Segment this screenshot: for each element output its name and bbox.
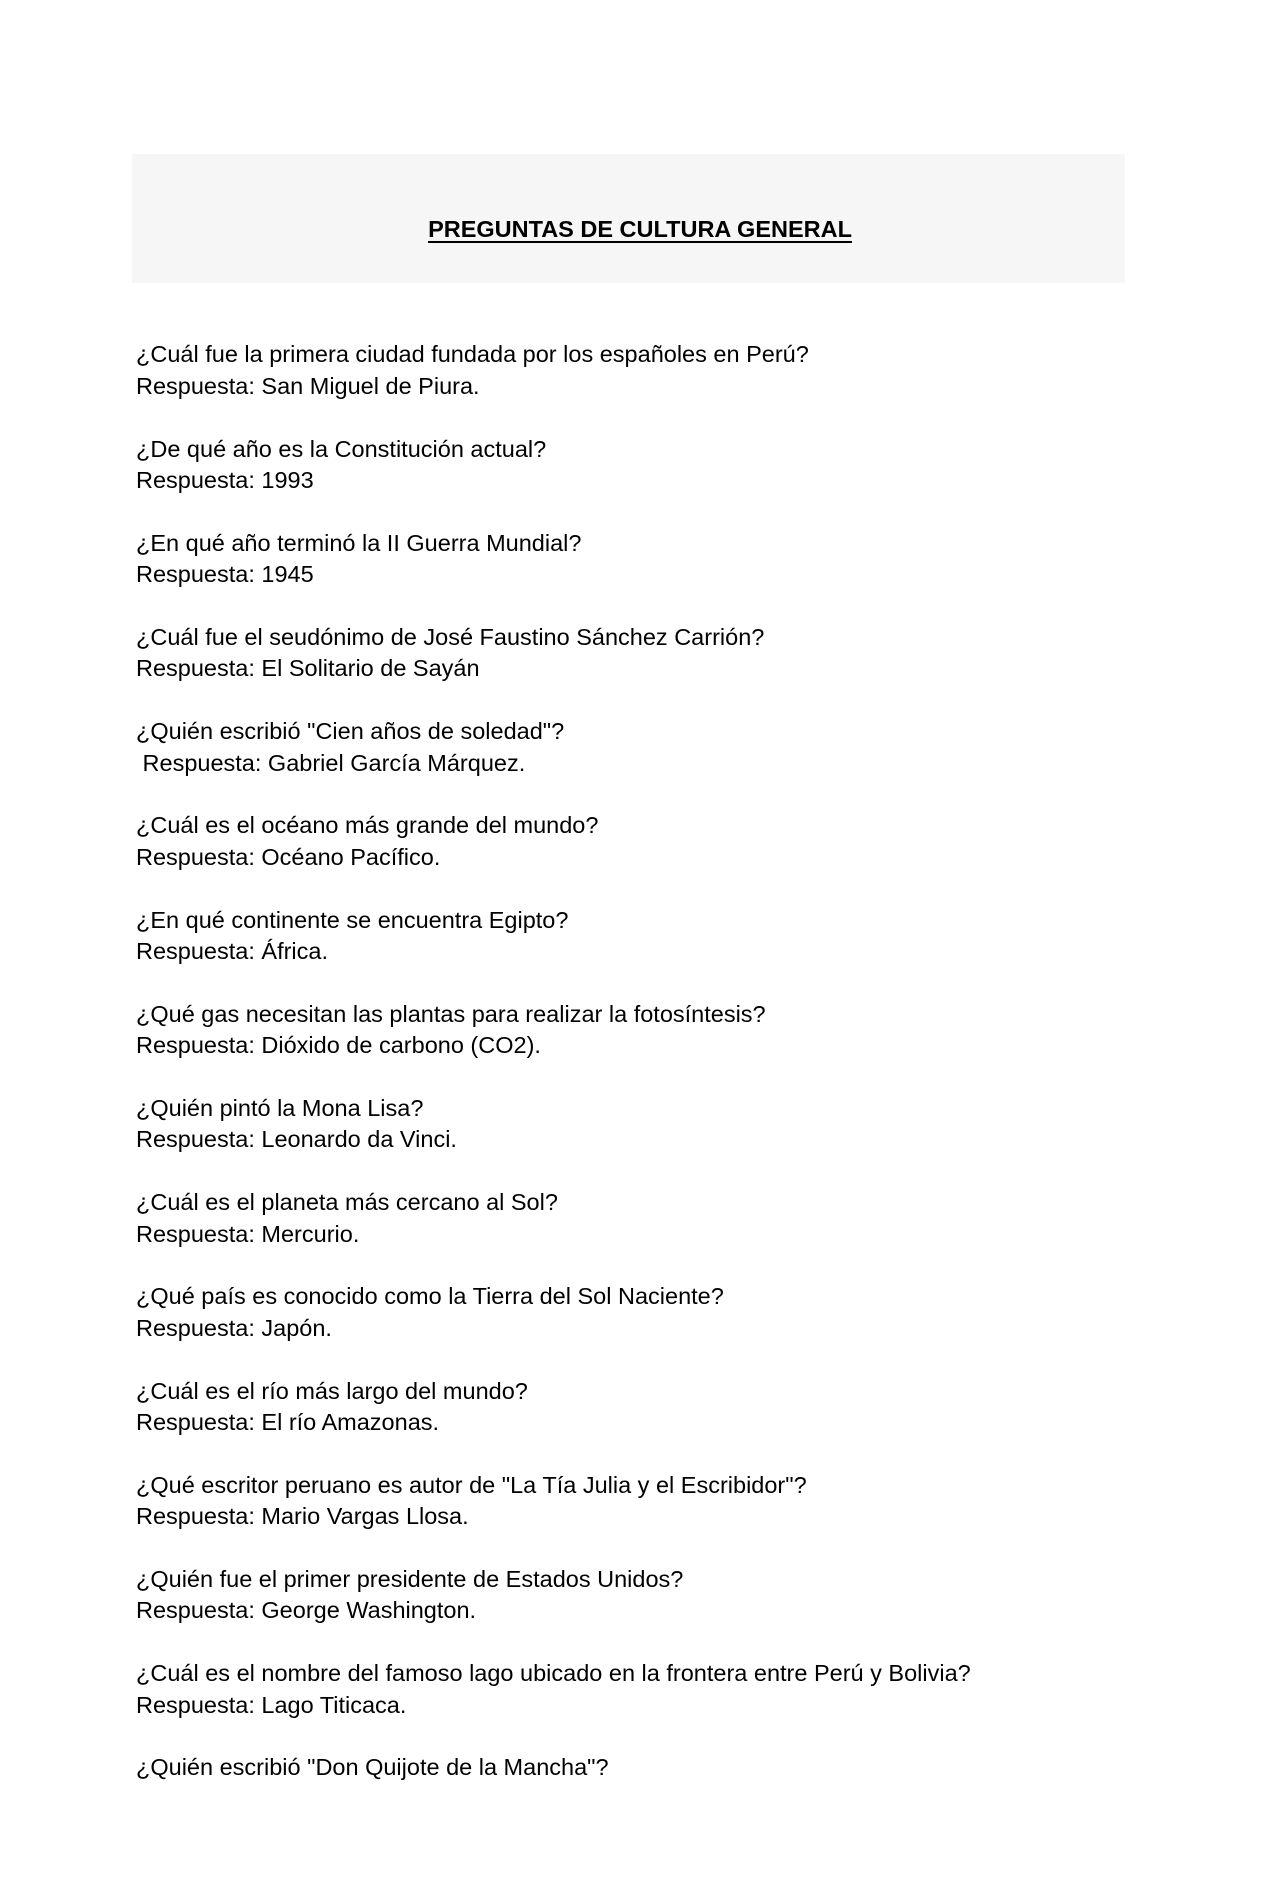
answer-line: Respuesta: Gabriel García Márquez. bbox=[136, 749, 526, 776]
page-title: PREGUNTAS DE CULTURA GENERAL bbox=[428, 215, 852, 242]
question-line: ¿Cuál es el río más largo del mundo? bbox=[136, 1377, 528, 1404]
question-line: ¿Quién escribió "Cien años de soledad"? bbox=[136, 718, 565, 745]
question-line: ¿En qué continente se encuentra Egipto? bbox=[136, 906, 569, 933]
question-line: ¿Cuál es el planeta más cercano al Sol? bbox=[136, 1189, 558, 1216]
qa-pair bbox=[136, 528, 1144, 591]
question-line: ¿En qué año terminó la II Guerra Mundial? bbox=[136, 529, 582, 556]
qa-pair bbox=[136, 999, 1144, 1062]
qa-pair bbox=[136, 622, 1144, 685]
question-line: ¿Qué país es conocido como la Tierra del Sol Naciente? bbox=[136, 1283, 724, 1310]
qa-pair bbox=[136, 810, 1144, 873]
answer-line: Respuesta: 1993 bbox=[136, 467, 314, 494]
qa-pair bbox=[136, 1376, 1144, 1439]
answer-line: Respuesta: Dióxido de carbono (CO2). bbox=[136, 1032, 541, 1059]
document-content bbox=[136, 151, 1144, 1878]
answer-line: Respuesta: Lago Titicaca. bbox=[136, 1691, 407, 1718]
qa-pair bbox=[136, 1093, 1144, 1156]
question-line: ¿Quién pintó la Mona Lisa? bbox=[136, 1095, 424, 1122]
qa-pair bbox=[136, 905, 1144, 968]
qa-pair bbox=[136, 1187, 1144, 1250]
answer-line: Respuesta: África. bbox=[136, 938, 329, 965]
answer-line: Respuesta: Leonardo da Vinci. bbox=[136, 1126, 457, 1153]
qa-list bbox=[136, 339, 1144, 1783]
question-line: ¿Qué escritor peruano es autor de "La Tía Julia y el Escribidor"? bbox=[136, 1471, 807, 1498]
question-line: ¿Cuál fue el seudónimo de José Faustino Sánchez Carrión? bbox=[136, 624, 765, 651]
question-line: ¿Quién fue el primer presidente de Estados Unidos? bbox=[136, 1566, 684, 1593]
answer-line: Respuesta: San Miguel de Piura. bbox=[136, 372, 480, 399]
qa-pair bbox=[136, 339, 1144, 402]
question-line: ¿Cuál es el nombre del famoso lago ubicado en la frontera entre Perú y Bolivia? bbox=[136, 1660, 971, 1687]
answer-line: Respuesta: George Washington. bbox=[136, 1597, 477, 1624]
qa-pair bbox=[136, 1470, 1144, 1533]
answer-line: Respuesta: Mario Vargas Llosa. bbox=[136, 1503, 469, 1530]
answer-line: Respuesta: El Solitario de Sayán bbox=[136, 655, 480, 682]
question-line: ¿Quién escribió "Don Quijote de la Mancha"? bbox=[136, 1754, 609, 1781]
qa-pair bbox=[136, 1281, 1144, 1344]
qa-pair bbox=[136, 1658, 1144, 1721]
answer-line: Respuesta: El río Amazonas. bbox=[136, 1409, 440, 1436]
question-line: ¿Qué gas necesitan las plantas para realizar la fotosíntesis? bbox=[136, 1000, 766, 1027]
question-line: ¿Cuál es el océano más grande del mundo? bbox=[136, 812, 599, 839]
answer-line: Respuesta: Océano Pacífico. bbox=[136, 843, 441, 870]
qa-pair bbox=[136, 716, 1144, 779]
answer-line: Respuesta: 1945 bbox=[136, 561, 314, 588]
qa-pair bbox=[136, 434, 1144, 497]
qa-pair bbox=[136, 1752, 1144, 1783]
question-line: ¿Cuál fue la primera ciudad fundada por los españoles en Perú? bbox=[136, 341, 809, 368]
answer-line: Respuesta: Japón. bbox=[136, 1314, 332, 1341]
answer-line: Respuesta: Mercurio. bbox=[136, 1220, 360, 1247]
qa-pair bbox=[136, 1564, 1144, 1627]
question-line: ¿De qué año es la Constitución actual? bbox=[136, 435, 547, 462]
